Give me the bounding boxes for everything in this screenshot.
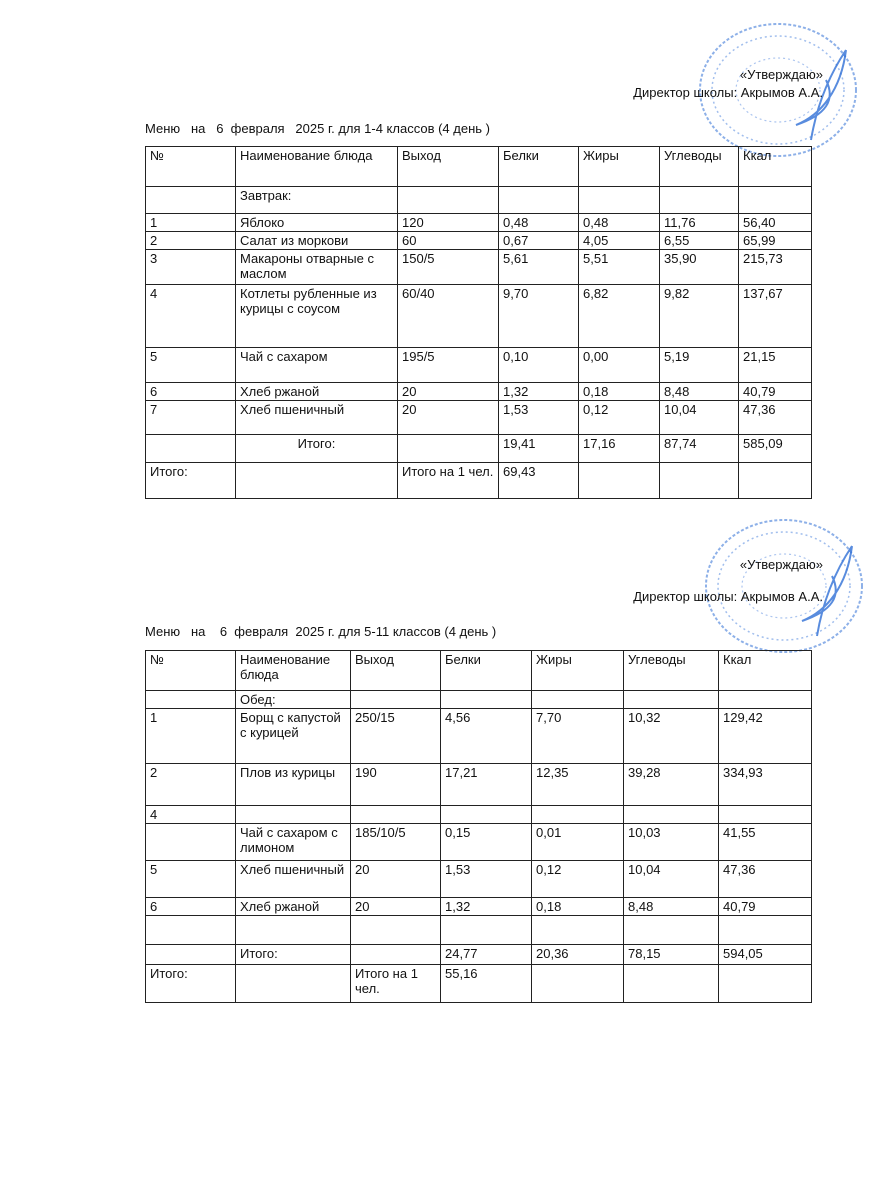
subtotal-row (146, 945, 812, 965)
cell: 5,61 (499, 250, 579, 285)
director-name: Директор школы: Акрымов А.А. (633, 85, 823, 100)
cell (719, 806, 812, 824)
table-row (146, 824, 812, 861)
cell: 1 (146, 709, 236, 764)
approval-block-top (633, 66, 823, 102)
cell: Котлеты рубленные из курицы с соусом (236, 285, 398, 348)
cell: Хлеб ржаной (236, 898, 351, 916)
cell: 40,79 (739, 383, 812, 401)
approval-block-bottom (633, 556, 823, 606)
cell: 215,73 (739, 250, 812, 285)
header-cell: № (146, 147, 236, 187)
menu1-title: Меню на 6 февраля 2025 г. для 1-4 классов (4 день ) (145, 121, 490, 136)
cell: 0,00 (579, 348, 660, 383)
cell: 9,70 (499, 285, 579, 348)
cell: 4 (146, 806, 236, 824)
cell: 190 (351, 764, 441, 806)
cell: 8,48 (660, 383, 739, 401)
cell: Чай с сахаром с лимоном (236, 824, 351, 861)
cell: 1,32 (441, 898, 532, 916)
cell: 5,19 (660, 348, 739, 383)
subtotal-belki: 24,77 (441, 945, 532, 965)
header-cell: Белки (499, 147, 579, 187)
cell: 4,05 (579, 232, 660, 250)
cell: 60 (398, 232, 499, 250)
cell: 150/5 (398, 250, 499, 285)
header-cell: Ккал (719, 651, 812, 691)
subtotal-uglevody: 78,15 (624, 945, 719, 965)
cell: 185/10/5 (351, 824, 441, 861)
section-label: Завтрак: (236, 187, 398, 214)
cell: 10,03 (624, 824, 719, 861)
subtotal-belki: 19,41 (499, 435, 579, 463)
cell: Хлеб пшеничный (236, 861, 351, 898)
cell: 1,53 (499, 401, 579, 435)
per-person-value: 55,16 (441, 965, 532, 1003)
subtotal-zhiry: 20,36 (532, 945, 624, 965)
header-cell: Ккал (739, 147, 812, 187)
cell: 60/40 (398, 285, 499, 348)
table-header-row (146, 147, 812, 187)
cell (146, 824, 236, 861)
approval-label: «Утверждаю» (739, 557, 823, 572)
cell: 5 (146, 348, 236, 383)
cell: 1,32 (499, 383, 579, 401)
cell: 0,67 (499, 232, 579, 250)
table-row (146, 764, 812, 806)
cell: 7 (146, 401, 236, 435)
header-cell: Наименование блюда (236, 147, 398, 187)
cell: 5 (146, 861, 236, 898)
cell: 195/5 (398, 348, 499, 383)
total-label: Итого: (146, 463, 236, 499)
cell: 35,90 (660, 250, 739, 285)
cell: 39,28 (624, 764, 719, 806)
per-person-label: Итого на 1 чел. (351, 965, 441, 1003)
table-row (146, 383, 812, 401)
cell: 1,53 (441, 861, 532, 898)
cell: Плов из курицы (236, 764, 351, 806)
header-cell: Жиры (532, 651, 624, 691)
cell: 1 (146, 214, 236, 232)
cell: 11,76 (660, 214, 739, 232)
empty-row (146, 916, 812, 945)
cell: 0,18 (532, 898, 624, 916)
cell: 137,67 (739, 285, 812, 348)
cell: 0,12 (579, 401, 660, 435)
cell: Борщ с капустой с курицей (236, 709, 351, 764)
menu2-table (145, 650, 812, 1003)
cell: 3 (146, 250, 236, 285)
total-label: Итого: (146, 965, 236, 1003)
table-row (146, 401, 812, 435)
cell: 47,36 (739, 401, 812, 435)
subtotal-row (146, 435, 812, 463)
cell: 2 (146, 232, 236, 250)
cell: 4 (146, 285, 236, 348)
cell: 9,82 (660, 285, 739, 348)
cell (532, 806, 624, 824)
section-row (146, 691, 812, 709)
cell (624, 806, 719, 824)
cell: 65,99 (739, 232, 812, 250)
header-cell: Белки (441, 651, 532, 691)
cell: 20 (398, 401, 499, 435)
section-label: Обед: (236, 691, 351, 709)
cell: 47,36 (719, 861, 812, 898)
cell: Макароны отварные с маслом (236, 250, 398, 285)
cell (236, 806, 351, 824)
subtotal-label: Итого: (236, 435, 398, 463)
menu1-table (145, 146, 812, 499)
cell: 12,35 (532, 764, 624, 806)
cell: Чай с сахаром (236, 348, 398, 383)
cell: 40,79 (719, 898, 812, 916)
subtotal-uglevody: 87,74 (660, 435, 739, 463)
cell: 20 (398, 383, 499, 401)
per-person-value: 69,43 (499, 463, 579, 499)
cell: 0,18 (579, 383, 660, 401)
header-cell: Выход (351, 651, 441, 691)
subtotal-label: Итого: (236, 945, 351, 965)
table-row (146, 250, 812, 285)
cell: 4,56 (441, 709, 532, 764)
cell: 10,04 (624, 861, 719, 898)
table-row (146, 285, 812, 348)
cell: Яблоко (236, 214, 398, 232)
cell: 129,42 (719, 709, 812, 764)
header-cell: Наименование блюда (236, 651, 351, 691)
header-cell: Жиры (579, 147, 660, 187)
section-row (146, 187, 812, 214)
cell: 20 (351, 898, 441, 916)
cell: 0,10 (499, 348, 579, 383)
cell: 2 (146, 764, 236, 806)
total-row (146, 463, 812, 499)
cell: 8,48 (624, 898, 719, 916)
per-person-label: Итого на 1 чел. (398, 463, 499, 499)
cell: Хлеб ржаной (236, 383, 398, 401)
cell: 20 (351, 861, 441, 898)
cell: 6,82 (579, 285, 660, 348)
header-cell: Выход (398, 147, 499, 187)
cell: 21,15 (739, 348, 812, 383)
cell (441, 806, 532, 824)
cell: 6 (146, 383, 236, 401)
header-cell: Углеводы (624, 651, 719, 691)
cell: 5,51 (579, 250, 660, 285)
cell: Хлеб пшеничный (236, 401, 398, 435)
table-row (146, 348, 812, 383)
table-row (146, 898, 812, 916)
cell: 0,12 (532, 861, 624, 898)
cell: 10,04 (660, 401, 739, 435)
cell: 120 (398, 214, 499, 232)
menu2-title: Меню на 6 февраля 2025 г. для 5-11 классов (4 день ) (145, 624, 497, 639)
subtotal-kcal: 594,05 (719, 945, 812, 965)
header-cell: Углеводы (660, 147, 739, 187)
cell: 56,40 (739, 214, 812, 232)
cell: 334,93 (719, 764, 812, 806)
cell: 0,48 (579, 214, 660, 232)
table-row (146, 232, 812, 250)
cell (351, 806, 441, 824)
table-header-row (146, 651, 812, 691)
table-row (146, 861, 812, 898)
cell: 10,32 (624, 709, 719, 764)
cell: 17,21 (441, 764, 532, 806)
approval-label: «Утверждаю» (739, 67, 823, 82)
table-row (146, 709, 812, 764)
subtotal-zhiry: 17,16 (579, 435, 660, 463)
cell: 6 (146, 898, 236, 916)
cell: 7,70 (532, 709, 624, 764)
cell: Салат из моркови (236, 232, 398, 250)
director-name: Директор школы: Акрымов А.А. (633, 589, 823, 604)
cell: 0,01 (532, 824, 624, 861)
cell: 0,15 (441, 824, 532, 861)
cell: 0,48 (499, 214, 579, 232)
subtotal-kcal: 585,09 (739, 435, 812, 463)
cell: 250/15 (351, 709, 441, 764)
header-cell: № (146, 651, 236, 691)
table-row (146, 806, 812, 824)
cell: 6,55 (660, 232, 739, 250)
table-row (146, 214, 812, 232)
total-row (146, 965, 812, 1003)
cell: 41,55 (719, 824, 812, 861)
